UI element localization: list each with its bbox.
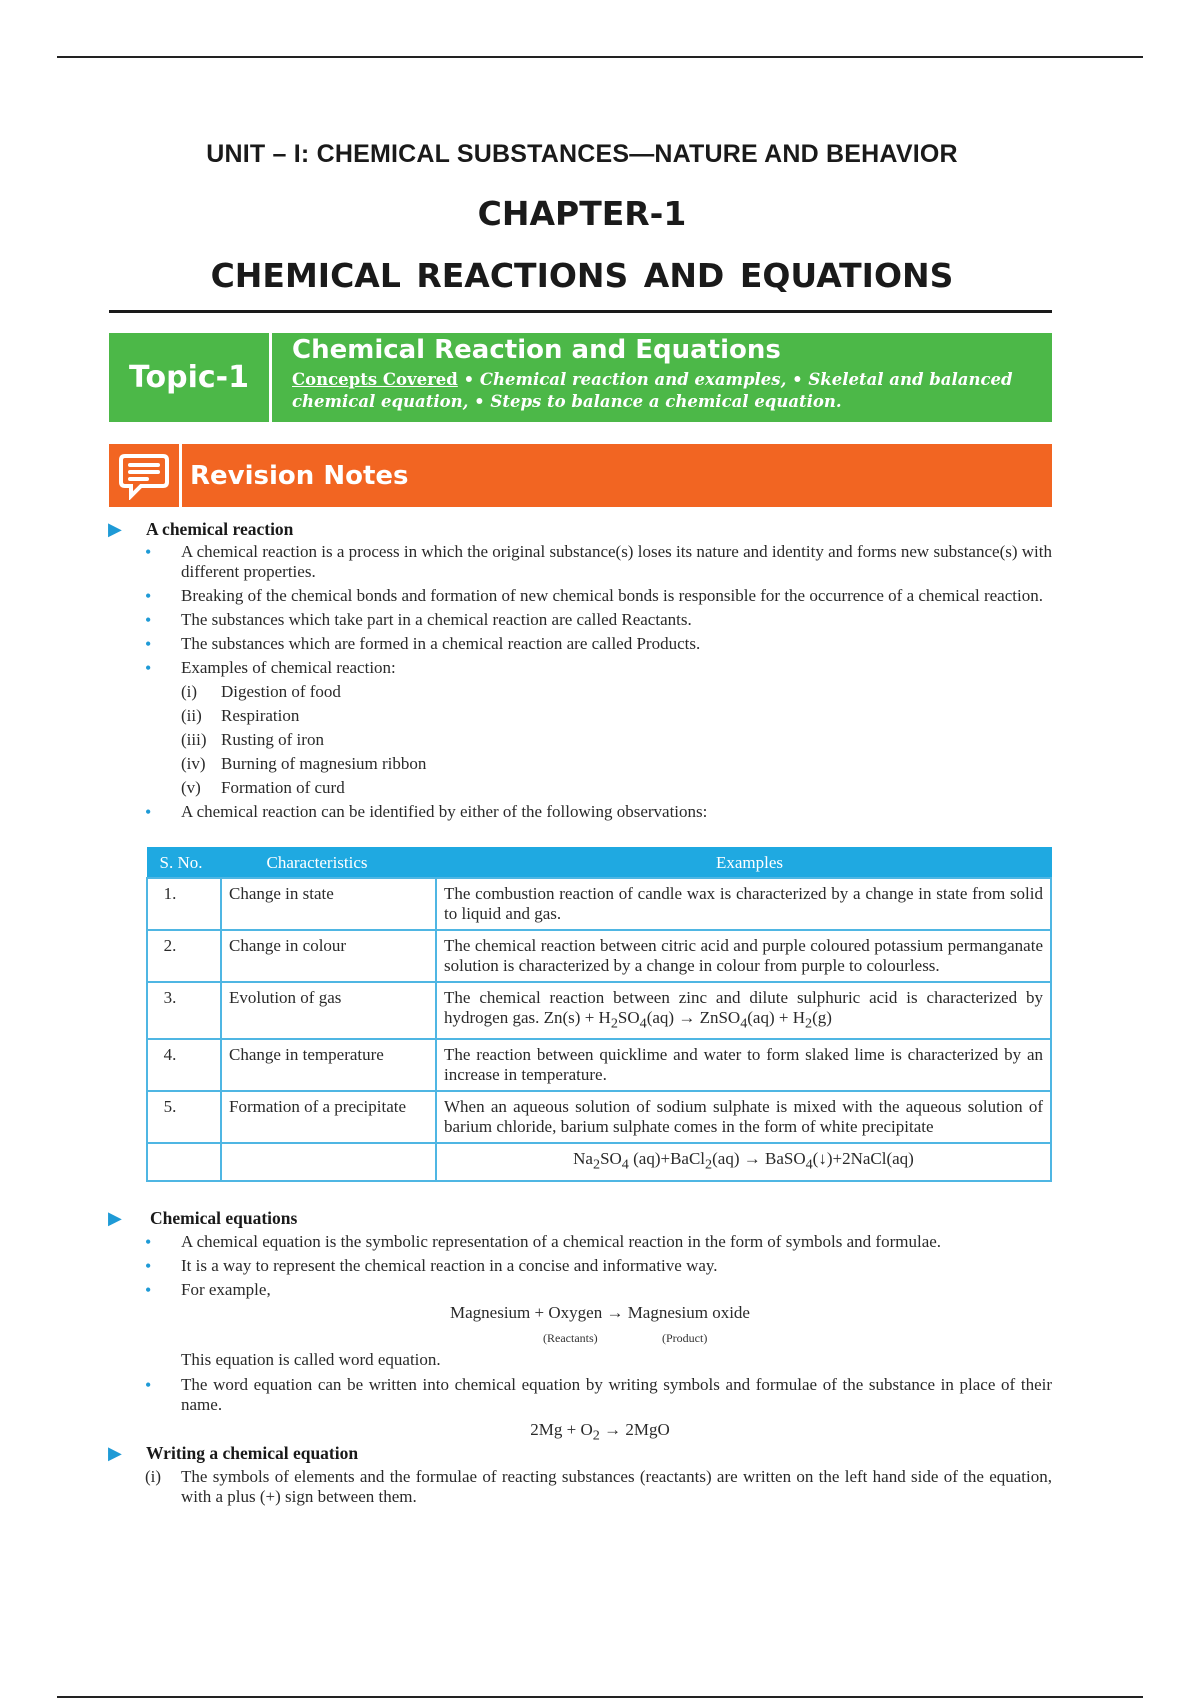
chapter-title: CHEMICAL REACTIONS AND EQUATIONS [210,256,954,295]
example-item: (iii) Rusting of iron [181,730,324,749]
list-item: • Examples of chemical reaction: [145,658,396,678]
table-row: 3. Evolution of gas The chemical reaction between zinc and dilute sulphuric acid is characterized by hydrogen gas. $Zn(s) + H_2SO_4(aq)$ → ZnSO$_4$(aq) + $H_2(g)$ [147,982,1051,1039]
word-equation-note: This equation is called word equation. [181,1350,441,1369]
section-heading-writing-equation: ▶ Writing a chemical equation [108,1443,359,1463]
example-item: (iv) Burning of magnesium ribbon [181,754,427,773]
unit-title: UNIT – I: CHEMICAL SUBSTANCES—NATURE AND BEHAVIOR [206,140,958,168]
topic-content [272,333,1052,422]
dot-bullet-icon: • [145,1280,152,1300]
observations-table [146,847,1052,1182]
list-item: • The substances which are formed in a chemical reaction are called Products. [145,634,701,654]
product-label: (Product) [662,1331,708,1345]
bottom-rule [57,1696,1143,1698]
dot-bullet-icon: • [145,802,152,822]
section2-bullet4 [145,1375,1052,1419]
revision-icon-box [109,444,182,507]
example-item: (v) Formation of curd [181,778,345,797]
list-item: • For example, [145,1280,271,1300]
dot-bullet-icon: • [145,658,152,678]
speech-bubble-icon [119,452,169,500]
list-item: • Breaking of the chemical bonds and formation of new chemical bonds is responsible for the occurrence of a chemical reaction. [145,586,1043,606]
dot-bullet-icon: • [145,634,152,654]
example-item: (i) Digestion of food [181,682,341,701]
table-row: 1. Change in state The combustion reaction of candle wax is characterized by a change in state from solid to liquid and gas. [147,878,1051,930]
section-heading-chemical-equations: ▶ Chemical equations [108,1208,298,1228]
dot-bullet-icon: • [145,1375,152,1395]
list-item: • A chemical reaction can be identified by either of the following observations: [145,802,708,822]
dot-bullet-icon: • [145,610,152,630]
section3-items [145,1467,1052,1511]
chemical-equation: $2Mg + O_2 \to 2MgO$ [530,1420,670,1444]
topic-heading: Chemical Reaction and Equations [292,335,781,365]
topic-box [109,333,1052,422]
table-row: 4. Change in temperature The reaction between quicklime and water to form slaked lime is characterized by an increase in temperature. [147,1039,1051,1091]
col-header-examples: Examples [436,848,1051,879]
concepts-covered-label: Concepts Covered [292,370,458,389]
table-row [147,1143,1051,1180]
list-item: • A chemical equation is the symbolic representation of a chemical reaction in the form of symbols and formulae. [145,1232,942,1252]
dot-bullet-icon: • [145,542,152,562]
col-header-characteristics: Characteristics [221,848,436,879]
triangle-bullet-icon: ▶ [108,1208,122,1228]
word-equation: Magnesium + Oxygen → Magnesium oxide [450,1303,750,1322]
concepts-list: • Chemical reaction and examples, • Skeletal and balanced chemical equation, • Steps to balance a chemical equation. [292,370,1013,411]
topic-concepts [292,369,1036,413]
chapter-rule [109,310,1052,313]
triangle-bullet-icon: ▶ [108,1443,122,1463]
revision-notes-bar [109,444,1052,507]
chapter-number: CHAPTER-1 [477,194,687,233]
list-item: • It is a way to represent the chemical reaction in a concise and informative way. [145,1256,718,1276]
col-header-sno: S. No. [147,848,221,879]
dot-bullet-icon: • [145,1256,152,1276]
section1-bullets [145,542,1052,826]
top-rule [57,56,1143,58]
topic-label: Topic-1 [109,333,272,422]
example-item: (ii) Respiration [181,706,300,725]
precipitate-equation: $Na_2SO_4$ (aq)+BaCl$_2$(aq) → BaSO$_4$(↓)+2NaCl(aq) [436,1143,1051,1180]
table-row: 2. Change in colour The chemical reaction between citric acid and purple coloured potassium permanganate solution is characterized by a change in colour from purple to colourless. [147,930,1051,982]
list-item: • A chemical reaction is a process in which the original substance(s) loses its nature and identity and forms new substance(s) with different properties. [145,542,1052,581]
dot-bullet-icon: • [145,586,152,606]
section-heading-chemical-reaction: ▶ A chemical reaction [108,519,294,539]
list-item: • The word equation can be written into chemical equation by writing symbols and formulae of the substance in place of their name. [145,1375,1052,1414]
section2-bullets [145,1232,1052,1304]
reactants-label: (Reactants) [543,1331,598,1345]
triangle-bullet-icon: ▶ [108,519,122,539]
list-item: • The substances which take part in a chemical reaction are called Reactants. [145,610,692,630]
list-item: (i) The symbols of elements and the formulae of reacting substances (reactants) are written on the left hand side of the equation, with a plus (+) sign between them. [145,1467,1052,1506]
revision-notes-label: Revision Notes [190,460,409,491]
table-row: 5. Formation of a precipitate When an aqueous solution of sodium sulphate is mixed with the aqueous solution of barium chloride, barium sulphate comes in the form of white precipitate [147,1091,1051,1143]
table-header-row [147,848,1051,879]
dot-bullet-icon: • [145,1232,152,1252]
